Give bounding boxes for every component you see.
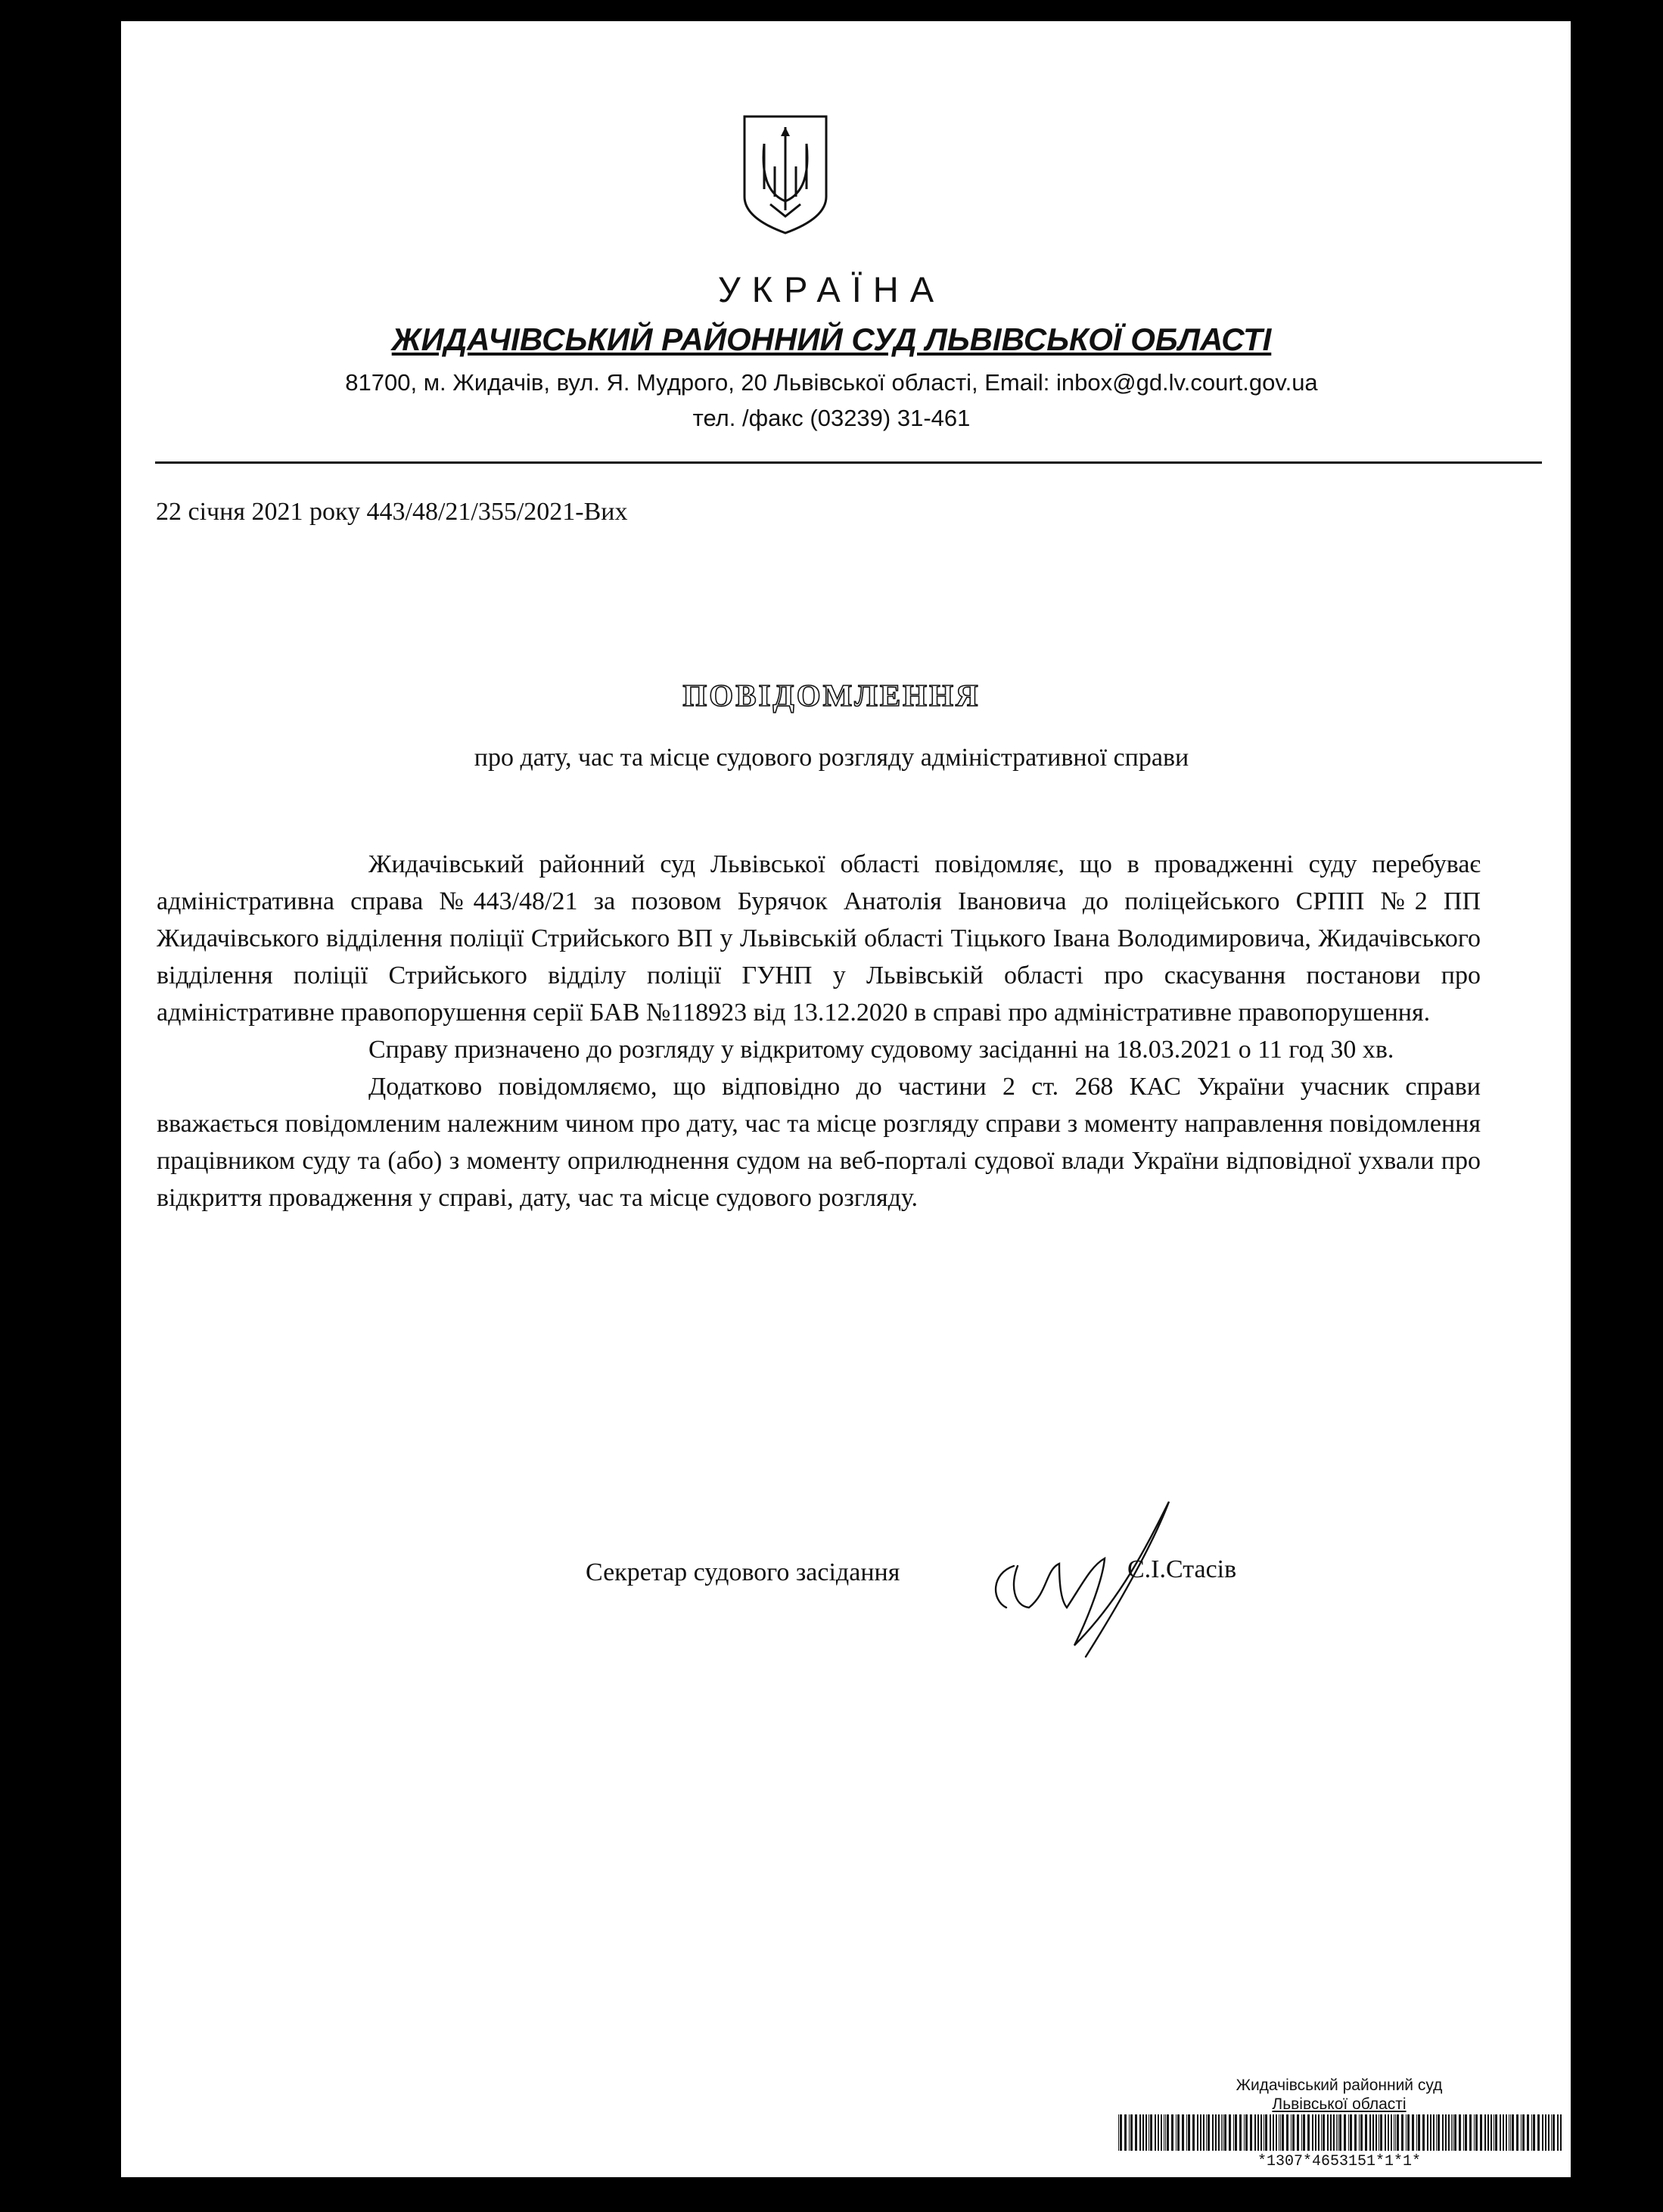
- barcode: [1118, 2114, 1562, 2151]
- signatory-name: С.І.Стасів: [1127, 1555, 1237, 1583]
- body-paragraph: Жидачівський районний суд Львівської області повідомляє, що в провадженні суду перебуває адміністративна справа №443/48/21 за позовом Бурячок Анатолія Івановича до поліцейського СРПП №2 ПП Жидачівського відділення поліції Стрийського ВП у Львівській області Тіцького Івана Володимировича, Жидачівського відділення поліції Стрийського відділу поліції ГУНП у Львівській області про скасування постанови про адміністративне правопорушення серії БАВ №118923 від 13.12.2020 в справі про адміністративне правопорушення.: [157, 850, 1481, 1027]
- court-name: ЖИДАЧІВСЬКИЙ РАЙОННИЙ СУД ЛЬВІВСЬКОЇ ОБЛАСТІ: [391, 322, 1272, 357]
- document-subtitle: про дату, час та місце судового розгляду адміністративної справи: [474, 744, 1189, 772]
- stamp-court-line: Жидачівський районний суд: [1236, 2077, 1443, 2094]
- body-paragraph: Додатково повідомляємо, що відповідно до частини 2 ст. 268 КАС України учасник справи вважається повідомленим належним чином про дату, час та місце розгляду справи з моменту направлення повідомлення працівником суду та (або) з моменту оприлюднення судом на веб-порталі судової влади України відповідної ухвали про відкриття провадження у справі, дату, час та місце судового розгляду.: [157, 1073, 1481, 1212]
- coat-of-arms-icon: [741, 113, 829, 236]
- body-paragraph: Справу призначено до розгляду у відкритому судовому засіданні на 18.03.2021 о 11 год 30 хв.: [368, 1036, 1394, 1064]
- document-body: [157, 846, 1481, 1216]
- court-phone: тел. /факс (03239) 31-461: [692, 405, 971, 431]
- court-address: 81700, м. Жидачів, вул. Я. Мудрого, 20 Львівської області, Email: inbox@gd.lv.court.gov.ua: [345, 369, 1318, 396]
- document-title: ПОВІДОМЛЕННЯ: [682, 678, 981, 713]
- barcode-number: *1307*4653151*1*1*: [1257, 2153, 1422, 2170]
- stamp-region-line: Львівської області: [1272, 2095, 1407, 2113]
- date-and-reference: 22 січня 2021 року 443/48/21/355/2021-Вих: [156, 498, 628, 526]
- signature-label: Секретар судового засідання: [586, 1558, 900, 1586]
- country-heading: УКРАЇНА: [717, 269, 946, 309]
- header-divider: [155, 461, 1542, 464]
